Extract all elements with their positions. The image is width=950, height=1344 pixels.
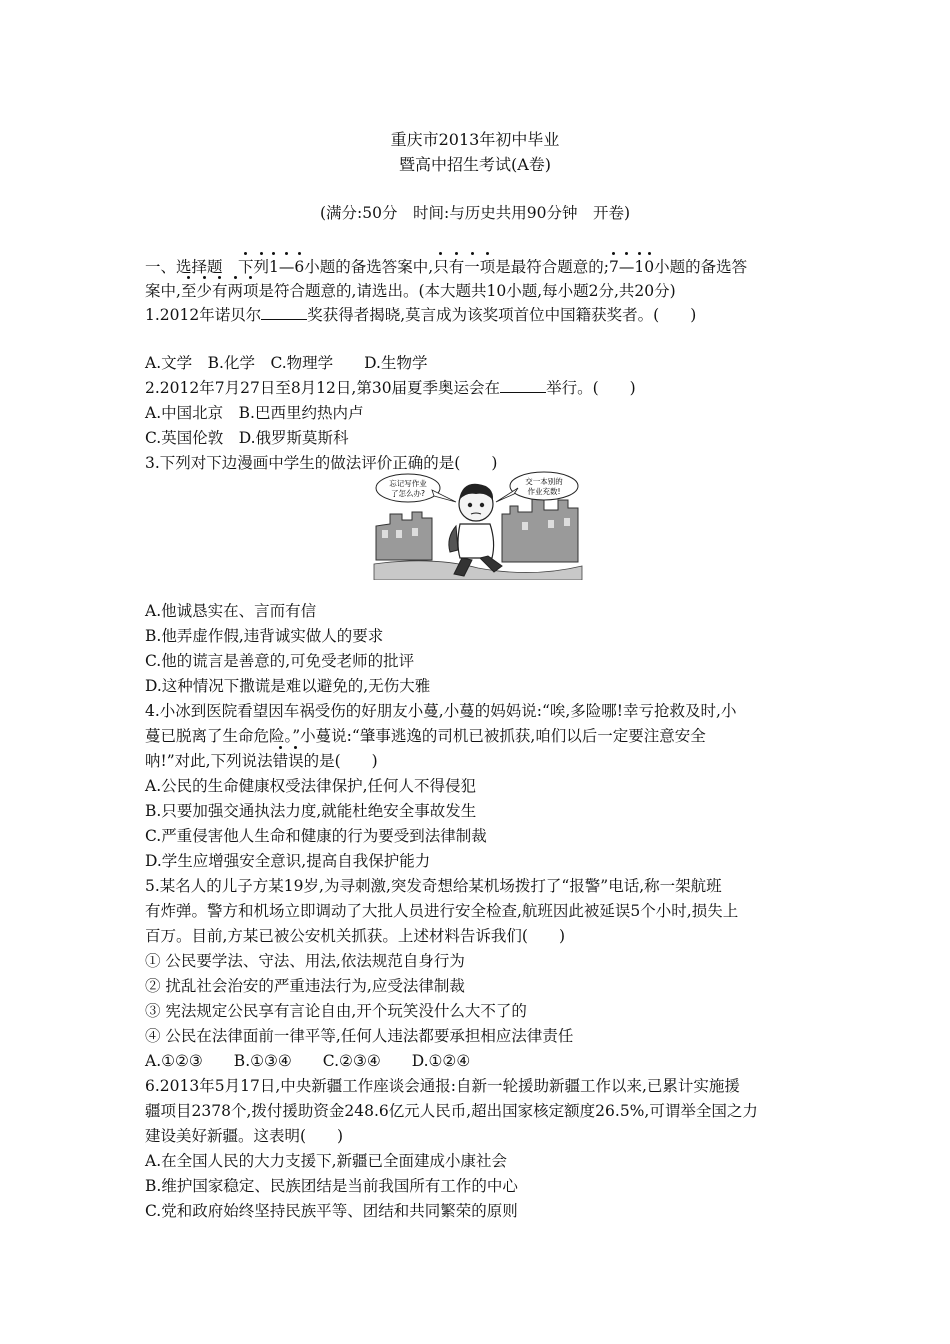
bubble-tail	[496, 488, 518, 502]
dotted-char: 至	[180, 282, 197, 300]
emphasis-dotted	[238, 258, 304, 276]
q4-stem-line2: 蔓已脱离了生命危险。”小蔓说:“肇事逃逸的司机已被抓获,咱们以后一定要注意安全	[145, 727, 706, 745]
ground-shape	[374, 561, 582, 580]
dotted-char: 错	[272, 752, 289, 770]
exam-info: (满分:50分 时间:与历史共用90分钟 开卷)	[320, 204, 630, 222]
q1-stem-text: 奖获得者揭晓,莫言成为该奖项首位中国籍获奖者。( )	[307, 306, 697, 324]
emphasis-dotted	[609, 258, 654, 276]
emphasis-dotted	[433, 258, 495, 276]
q4-option-c: C.严重侵害他人生命和健康的行为要受到法律制裁	[145, 827, 487, 845]
bubble-right-text1: 交一本别的	[525, 477, 563, 486]
q3-option-d: D.这种情况下撒谎是难以避免的,无伤大雅	[145, 677, 431, 695]
q3-option-c: C.他的谎言是善意的,可免受老师的批评	[145, 652, 415, 670]
window-shape	[396, 530, 402, 538]
dotted-char: 误	[288, 752, 304, 770]
q4-option-d: D.学生应增强安全意识,提高自我保护能力	[145, 852, 431, 870]
building-shape	[502, 498, 578, 562]
q5-statement-2: ② 扰乱社会治安的严重违法行为,应受法律制裁	[145, 977, 465, 995]
window-shape	[548, 520, 554, 528]
dotted-char: —	[278, 258, 295, 276]
q2-options-cd: C.英国伦敦 D.俄罗斯莫斯科	[145, 429, 349, 447]
q6-option-a: A.在全国人民的大力支援下,新疆已全面建成小康社会	[145, 1152, 508, 1170]
window-shape	[564, 518, 570, 526]
q5-stem-line3: 百万。目前,方某已被公安机关抓获。上述材料告诉我们( )	[145, 927, 566, 945]
q4-stem-text: 的是( )	[303, 752, 378, 770]
student-shirt	[458, 524, 494, 558]
q3-stem: 3.下列对下边漫画中学生的做法评价正确的是( )	[145, 454, 498, 472]
dotted-char: 下	[238, 258, 254, 276]
emphasis-dotted	[181, 282, 259, 300]
dotted-char: 6	[294, 258, 305, 276]
intro-text: 是最符合题意的;	[495, 258, 610, 276]
dotted-char: 项	[243, 282, 259, 300]
section1-intro-line2	[145, 281, 676, 301]
q6-option-b: B.维护国家稳定、民族团结是当前我国所有工作的中心	[145, 1177, 518, 1195]
cartoon-image	[372, 468, 584, 580]
emphasis-dotted	[273, 752, 304, 770]
intro-text: 是符合题意的,请选出。(本大题共10小题,每小题2分,共20分)	[258, 282, 676, 300]
exam-title-line1: 重庆市2013年初中毕业	[390, 130, 560, 149]
q3-option-a: A.他诚恳实在、言而有信	[145, 602, 317, 620]
dotted-char: 有	[448, 258, 465, 276]
dotted-char: 列	[253, 258, 270, 276]
q5-statement-1: ① 公民要学法、守法、用法,依法规范自身行为	[145, 952, 465, 970]
dotted-char: 1	[634, 258, 645, 276]
q4-stem-line3	[145, 751, 378, 771]
q6-stem-line2: 疆项目2378个,拨付援助资金248.6亿元人民币,超出国家核定额度26.5%,可谓举全国之力	[145, 1102, 758, 1120]
intro-text: 小题的备选答	[654, 258, 748, 276]
bubble-left-text1: 忘记写作业	[389, 479, 427, 488]
dotted-char: 两	[227, 282, 243, 300]
window-shape	[522, 522, 528, 530]
q2-stem-text: 2.2012年7月27日至8月12日,第30届夏季奥运会在	[145, 379, 501, 397]
q6-option-c: C.党和政府始终坚持民族平等、团结和共同繁荣的原则	[145, 1202, 518, 1220]
q6-stem-line3: 建设美好新疆。这表明( )	[145, 1127, 344, 1145]
student-eye	[480, 503, 484, 507]
bubble-tail	[432, 490, 456, 502]
q2-stem	[145, 378, 636, 398]
student-eye	[468, 503, 472, 507]
q5-statement-3: ③ 宪法规定公民享有言论自由,开个玩笑没什么大不了的	[145, 1002, 527, 1020]
q3-option-b: B.他弄虚作假,违背诚实做人的要求	[145, 627, 384, 645]
dotted-char: 7	[609, 258, 619, 276]
bubble-right-text2: 作业充数!	[527, 487, 561, 496]
q5-options: A.①②③ B.①③④ C.②③④ D.①②④	[145, 1052, 471, 1070]
exam-title-line2: 暨高中招生考试(A卷)	[398, 155, 552, 174]
q5-stem-line2: 有炸弹。警方和机场立即调动了大批人员进行安全检查,航班因此被延误5个小时,损失上	[145, 902, 739, 920]
q5-statement-4: ④ 公民在法律面前一律平等,任何人违法都要承担相应法律责任	[145, 1027, 574, 1045]
dotted-char: 项	[479, 258, 496, 276]
q4-stem-text: 呐!”对此,下列说法	[145, 752, 273, 770]
dotted-char: 1	[269, 258, 279, 276]
answer-blank	[500, 378, 546, 393]
q4-stem-line1: 4.小冰到医院看望因车祸受伤的好朋友小蔓,小蔓的妈妈说:“唉,多险哪!幸亏抢救及时,小	[145, 702, 737, 720]
dotted-char: 0	[644, 258, 655, 276]
q5-stem-line1: 5.某名人的儿子方某19岁,为寻刺激,突发奇想给某机场拨打了“报警”电话,称一架航班	[145, 877, 722, 895]
dotted-char: 一	[464, 258, 480, 276]
dotted-char: 只	[433, 258, 449, 276]
dotted-char: 少	[196, 282, 212, 300]
q6-stem-line1: 6.2013年5月17日,中央新疆工作座谈会通报:自新一轮援助新疆工作以来,已累计实施援	[145, 1077, 740, 1095]
intro-text: 一、选择题	[145, 258, 239, 276]
q1-stem	[145, 305, 696, 325]
q1-options: A.文学 B.化学 C.物理学 D.生物学	[145, 354, 428, 372]
window-shape	[382, 530, 388, 538]
dotted-char: —	[618, 258, 635, 276]
intro-text: 小题的备选答案中,	[304, 258, 434, 276]
section1-intro-line1	[145, 257, 747, 277]
bubble-left-text2: 了怎么办?	[391, 489, 425, 498]
q4-option-a: A.公民的生命健康权受法律保护,任何人不得侵犯	[145, 777, 477, 795]
student-backpack	[449, 526, 458, 552]
window-shape	[412, 528, 418, 536]
answer-blank	[261, 305, 307, 320]
q1-stem-text: 1.2012年诺贝尔	[145, 306, 262, 324]
dotted-char: 有	[211, 282, 228, 300]
q4-option-b: B.只要加强交通执法力度,就能杜绝安全事故发生	[145, 802, 477, 820]
q2-stem-text: 举行。( )	[546, 379, 636, 397]
q2-options-ab: A.中国北京 B.巴西里约热内卢	[145, 404, 364, 422]
intro-text: 案中,	[145, 282, 181, 300]
